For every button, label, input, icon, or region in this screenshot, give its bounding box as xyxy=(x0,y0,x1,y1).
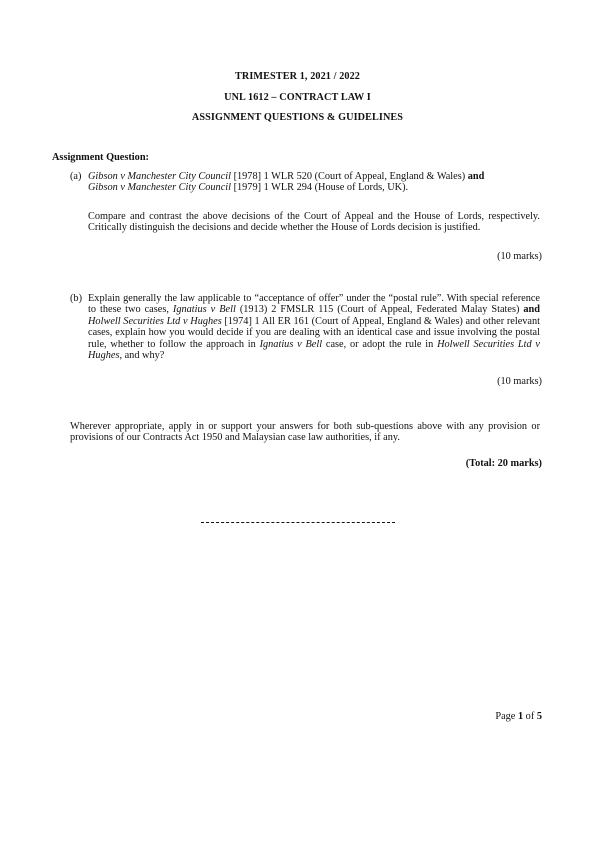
question-b-text-5: , and why? xyxy=(119,350,165,362)
case-gibson-ca: Gibson v Manchester City Council xyxy=(88,171,231,182)
general-instruction: Wherever appropriate, apply in or support your answers for both sub-questions above with any provision or provisions of our Contracts Act 1950 and Malaysian case law authorities, if any. xyxy=(70,421,540,444)
assignment-question-heading: Assignment Question: xyxy=(52,152,149,163)
case-ignatius-v-bell: Ignatius v Bell xyxy=(172,304,236,316)
conjunction-and: and xyxy=(465,171,485,182)
case-gibson-hl-citation: [1979] 1 WLR 294 (House of Lords, UK). xyxy=(231,182,409,194)
case-holwell-securities: Holwell Securities Ltd v Hughes xyxy=(88,315,222,327)
header-trimester: TRIMESTER 1, 2021 / 2022 xyxy=(235,71,360,82)
question-b-label: (b) xyxy=(70,293,83,304)
question-a-cases xyxy=(88,171,543,194)
case-ignatius-v-bell-2: Ignatius v Bell xyxy=(259,338,323,350)
total-marks: (Total: 20 marks) xyxy=(465,458,542,469)
page-prefix: Page xyxy=(495,711,518,722)
case-gibson-hl: Gibson v Manchester City Council xyxy=(88,182,231,194)
question-a-marks: (10 marks) xyxy=(497,251,542,262)
section-divider xyxy=(201,522,395,523)
question-b-text-3: [1974] 1 All ER 161 (Court of Appeal, England & Wales) and other relevant cases, explain how you would decide if you are dealing with an identical case and issue involving the postal rule, whether to follow the approach in xyxy=(88,315,540,350)
question-a-body: Compare and contrast the above decisions of the Court of Appeal and the House of Lords, respectively. Critically distinguish the decisions and decide whether the House of Lords decision is justified. xyxy=(88,211,540,234)
question-b-body xyxy=(88,293,540,361)
question-b-text-2: (1913) 2 FMSLR 115 (Court of Appeal, Federated Malay States) xyxy=(235,304,524,316)
question-b-text-1: Explain generally the law applicable to “acceptance of offer” under the “postal rule”. With special reference to these two cases, xyxy=(88,293,540,316)
page-of: of xyxy=(523,711,537,722)
page-total: 5 xyxy=(536,711,542,722)
case-holwell-securities-2: Holwell Securities Ltd v Hughes xyxy=(88,338,540,362)
header-title: ASSIGNMENT QUESTIONS & GUIDELINES xyxy=(191,112,404,123)
question-a-label: (a) xyxy=(70,171,82,182)
case-gibson-ca-citation: [1978] 1 WLR 520 (Court of Appeal, England & Wales) xyxy=(231,171,466,182)
question-b-text-4: case, or adopt the rule in xyxy=(322,338,438,350)
page-number xyxy=(495,711,542,722)
conjunction-and-b: and xyxy=(523,304,540,316)
question-b-marks: (10 marks) xyxy=(497,376,542,387)
header-course: UNL 1612 – CONTRACT LAW I xyxy=(224,92,371,103)
page-current: 1 xyxy=(517,711,524,722)
